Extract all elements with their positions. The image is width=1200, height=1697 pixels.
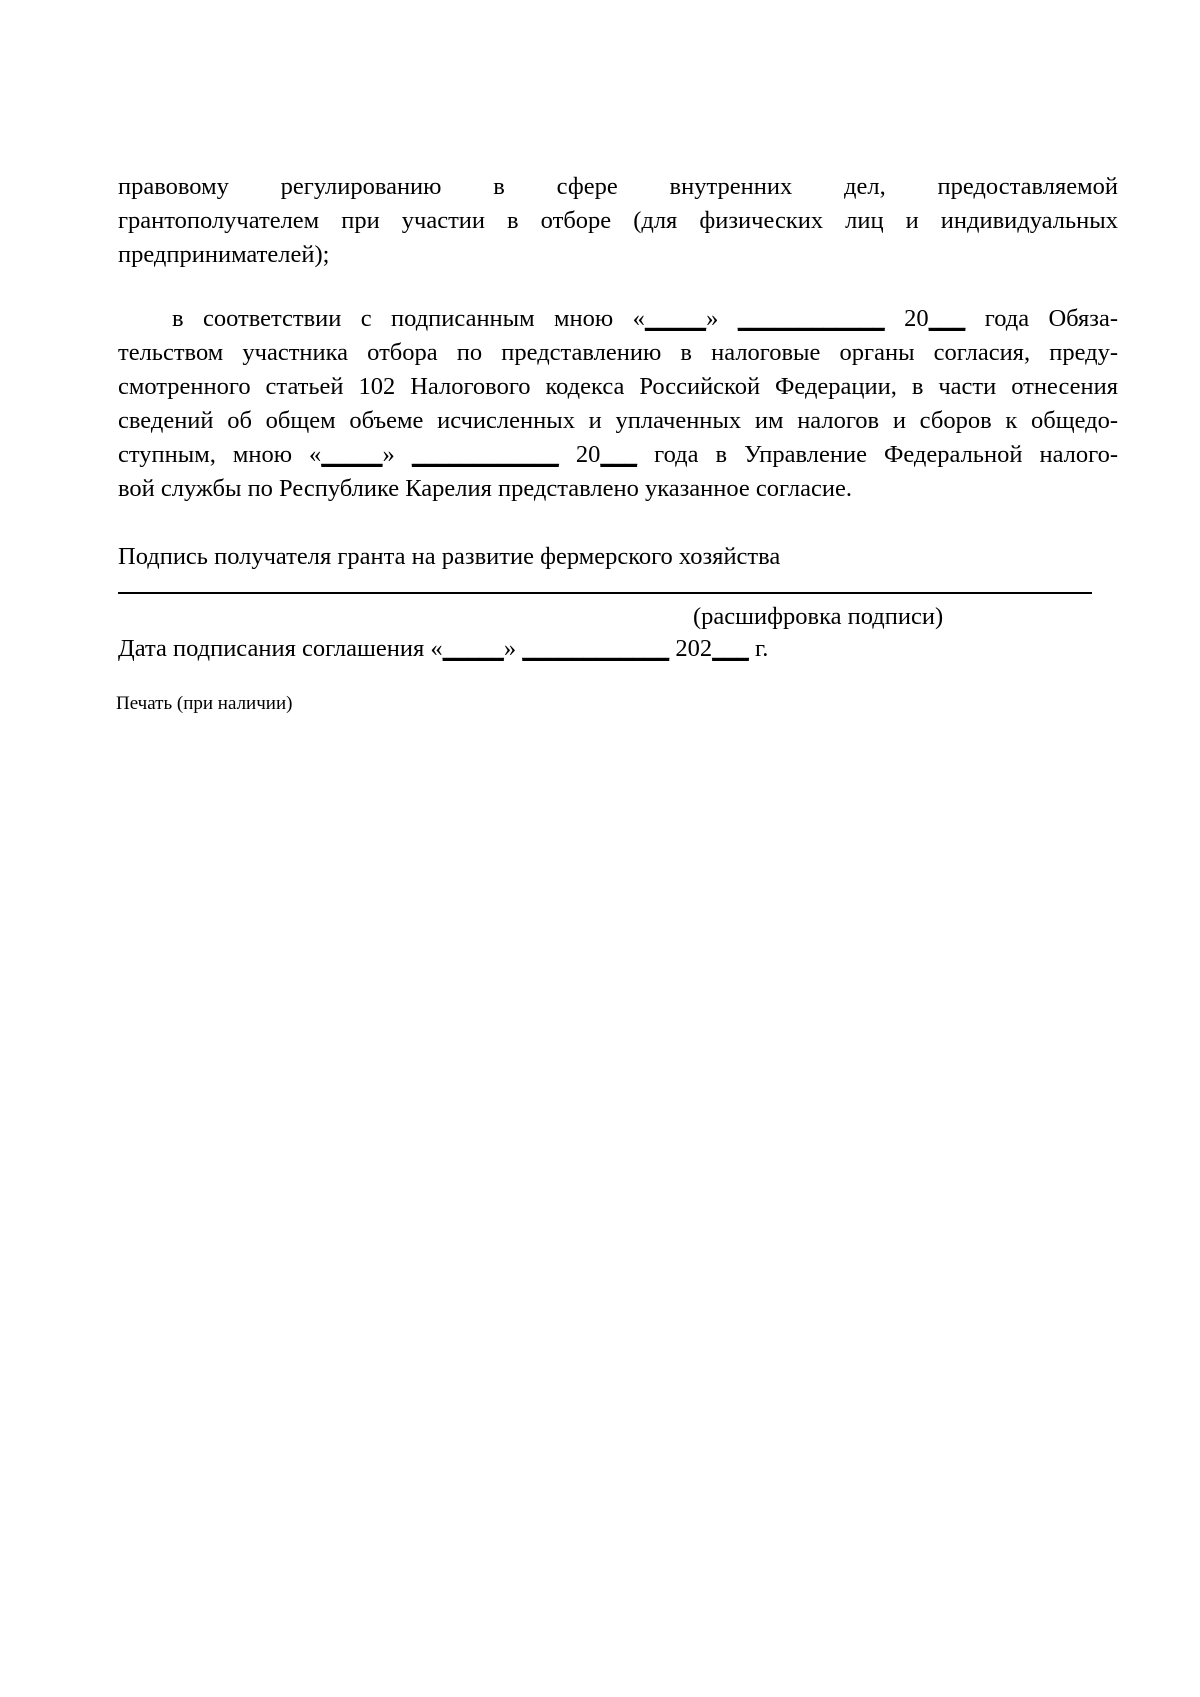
p2l1-month-blank: ____________ bbox=[737, 305, 885, 332]
signing-date-year-prefix: 202 bbox=[675, 635, 713, 662]
stamp-note: Печать (при наличии) bbox=[116, 693, 293, 714]
signing-date-month-blank: ____________ bbox=[522, 635, 670, 662]
p2l5-quote-close: » bbox=[382, 441, 395, 468]
signing-date-day-blank: _____ bbox=[442, 635, 504, 662]
paragraph-2-line-1 bbox=[172, 302, 1118, 336]
p2l5-year-blank: ___ bbox=[600, 441, 638, 468]
signature-line bbox=[118, 592, 1092, 594]
p2l5-day-blank: _____ bbox=[321, 441, 383, 468]
p2l1-quote-close: » bbox=[706, 305, 719, 332]
paragraph-2-line-5 bbox=[118, 438, 1118, 472]
p2l1-text-after: года Обяза- bbox=[984, 305, 1118, 332]
p2l1-text-before: в соответствии с подписанным мною « bbox=[172, 305, 645, 332]
signing-date-line bbox=[118, 632, 768, 666]
paragraph-2-line-6: вой службы по Республике Карелия представлено указанное согласие. bbox=[118, 475, 852, 502]
paragraph-1-line-3: предпринимателей); bbox=[118, 241, 330, 268]
signing-date-suffix: г. bbox=[754, 635, 769, 662]
paragraph-2-line-3: смотренного статьей 102 Налогового кодекса Российской Федерации, в части отнесения bbox=[118, 373, 1118, 400]
signing-date-label: Дата подписания соглашения « bbox=[118, 635, 443, 662]
p2l5-year-prefix: 20 bbox=[575, 441, 601, 468]
signing-date-year-blank: ___ bbox=[712, 635, 749, 662]
paragraph-1-line-2: грантополучателем при участии в отборе (для физических лиц и индивидуальных bbox=[118, 207, 1118, 234]
p2l1-year-prefix: 20 bbox=[904, 305, 929, 332]
p2l5-month-blank: ____________ bbox=[411, 441, 559, 468]
p2l5-text-after: года в Управление Федеральной налого- bbox=[654, 441, 1118, 468]
signature-label: Подпись получателя гранта на развитие фермерского хозяйства bbox=[118, 543, 781, 570]
paragraph-2-line-4: сведений об общем объеме исчисленных и уплаченных им налогов и сборов к общедо- bbox=[118, 407, 1118, 434]
p2l5-text-before: ступным, мною « bbox=[118, 441, 322, 468]
paragraph-2-line-2: тельством участника отбора по представлению в налоговые органы согласия, преду- bbox=[118, 339, 1118, 366]
signing-date-quote-close: » bbox=[503, 635, 517, 662]
paragraph-1-line-1: правовому регулированию в сфере внутренних дел, предоставляемой bbox=[118, 173, 1118, 200]
p2l1-year-blank: ___ bbox=[928, 305, 966, 332]
signature-decode-caption: (расшифровка подписи) bbox=[693, 603, 944, 630]
p2l1-day-blank: _____ bbox=[644, 305, 707, 332]
